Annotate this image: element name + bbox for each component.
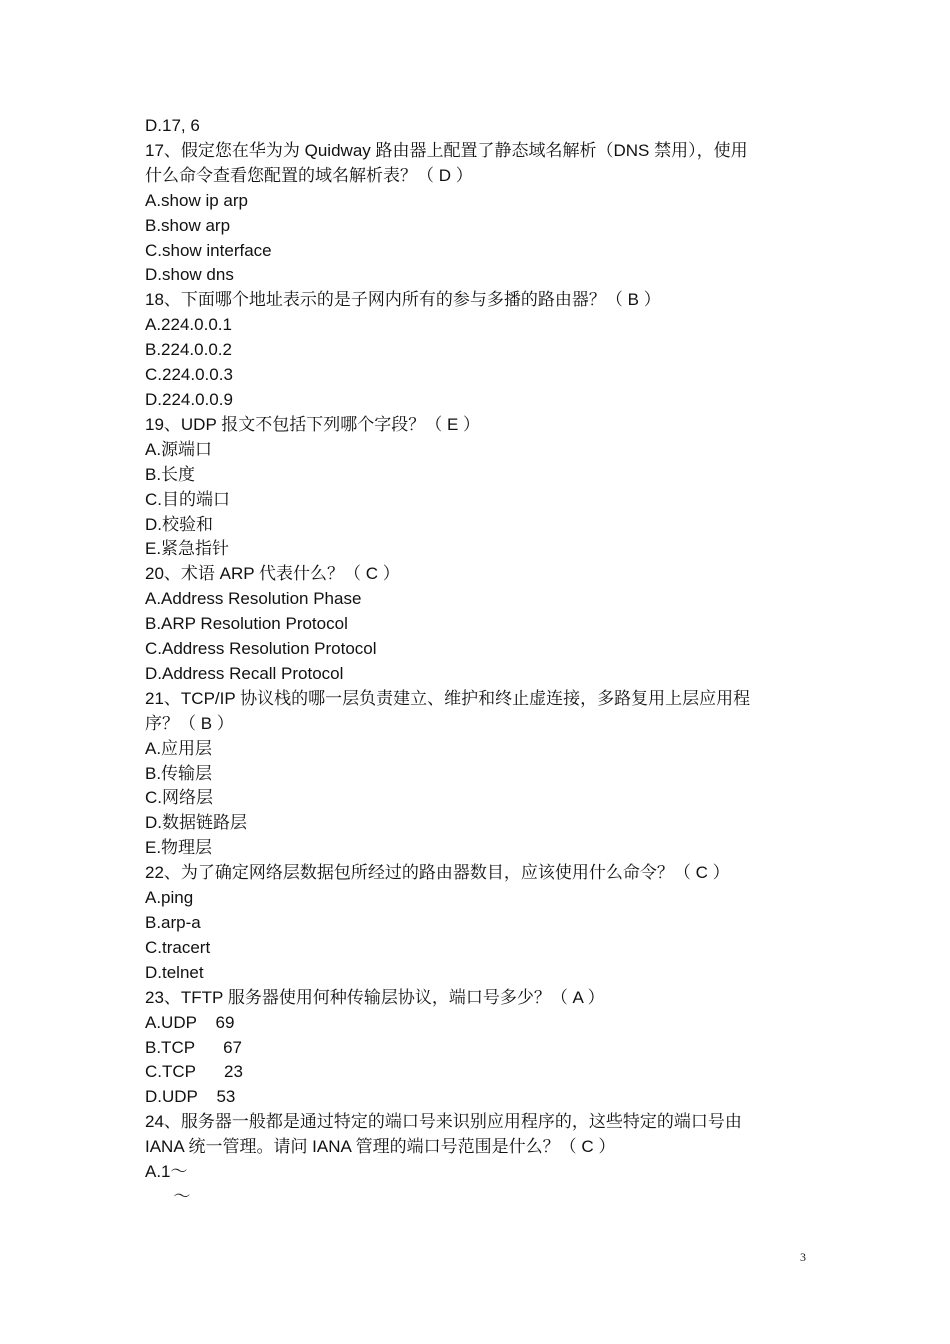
answer-option: D.224.0.0.9 (145, 389, 233, 409)
answer-option: A.源端口 (145, 439, 213, 459)
answer-option: C.224.0.0.3 (145, 365, 233, 385)
answer-option: C.网络层 (145, 788, 213, 808)
answer-option: C.目的端口 (145, 489, 230, 509)
answer-option: C.Address Resolution Protocol (145, 639, 377, 659)
answer-option: D.UDP 53 (145, 1087, 236, 1107)
page-number: 3 (800, 1250, 806, 1264)
answer-option: B.TCP 67 (145, 1037, 243, 1057)
question-21-text-cont: 序？（ B ） (145, 713, 234, 733)
answer-option: B.show arp (145, 215, 231, 235)
question-21-text: 21、TCP/IP 协议栈的哪一层负责建立、维护和终止虚连接，多路复用上层应用程 (145, 688, 751, 708)
answer-option: B.ARP Resolution Protocol (145, 614, 348, 634)
answer-option: D.telnet (145, 962, 204, 982)
answer-option: A.UDP 69 (145, 1012, 235, 1032)
answer-option-cont: ～ (145, 1186, 191, 1206)
question-22-text: 22、为了确定网络层数据包所经过的路由器数目，应该使用什么命令？（ C ） (145, 863, 730, 883)
answer-option: C.TCP 23 (145, 1062, 243, 1082)
question-24-text-cont: IANA 统一管理。请问 IANA 管理的端口号范围是什么？（ C ） (145, 1137, 616, 1157)
answer-option: E.物理层 (145, 838, 213, 858)
answer-option: C.show interface (145, 240, 272, 260)
answer-option: B.传输层 (145, 763, 213, 783)
question-19-text: 19、UDP 报文不包括下列哪个字段？（ E ） (145, 414, 481, 434)
answer-option: A.ping (145, 888, 194, 908)
answer-option: A.1～ (145, 1162, 188, 1182)
answer-option: D.校验和 (145, 514, 213, 534)
answer-option: A.224.0.0.1 (145, 315, 232, 335)
answer-option: D.17, 6 (145, 116, 200, 135)
answer-option: B.224.0.0.2 (145, 340, 232, 360)
answer-option: B.arp-a (145, 913, 201, 932)
answer-option: C.tracert (145, 937, 211, 957)
answer-option: A.应用层 (145, 738, 213, 758)
document-body (145, 114, 810, 1210)
answer-option: D.Address Recall Protocol (145, 663, 344, 683)
answer-option: D.数据链路层 (145, 813, 247, 833)
question-17-text-cont: 什么命令查看您配置的域名解析表？（ D ） (145, 165, 473, 185)
question-24-text: 24、服务器一般都是通过特定的端口号来识别应用程序的，这些特定的端口号由 (145, 1112, 742, 1132)
question-17-text: 17、假定您在华为为 Quidway 路由器上配置了静态域名解析（DNS 禁用），使用 (145, 140, 748, 160)
question-20-text: 20、术语 ARP 代表什么？（ C ） (145, 564, 400, 584)
answer-option: B.长度 (145, 464, 196, 484)
answer-option: D.show dns (145, 265, 234, 285)
answer-option: E.紧急指针 (145, 539, 230, 559)
question-23-text: 23、TFTP 服务器使用何种传输层协议，端口号多少？（ A ） (145, 987, 605, 1007)
answer-option: A.show ip arp (145, 190, 248, 210)
answer-option: A.Address Resolution Phase (145, 589, 362, 609)
question-18-text: 18、下面哪个地址表示的是子网内所有的参与多播的路由器？（ B ） (145, 290, 661, 310)
